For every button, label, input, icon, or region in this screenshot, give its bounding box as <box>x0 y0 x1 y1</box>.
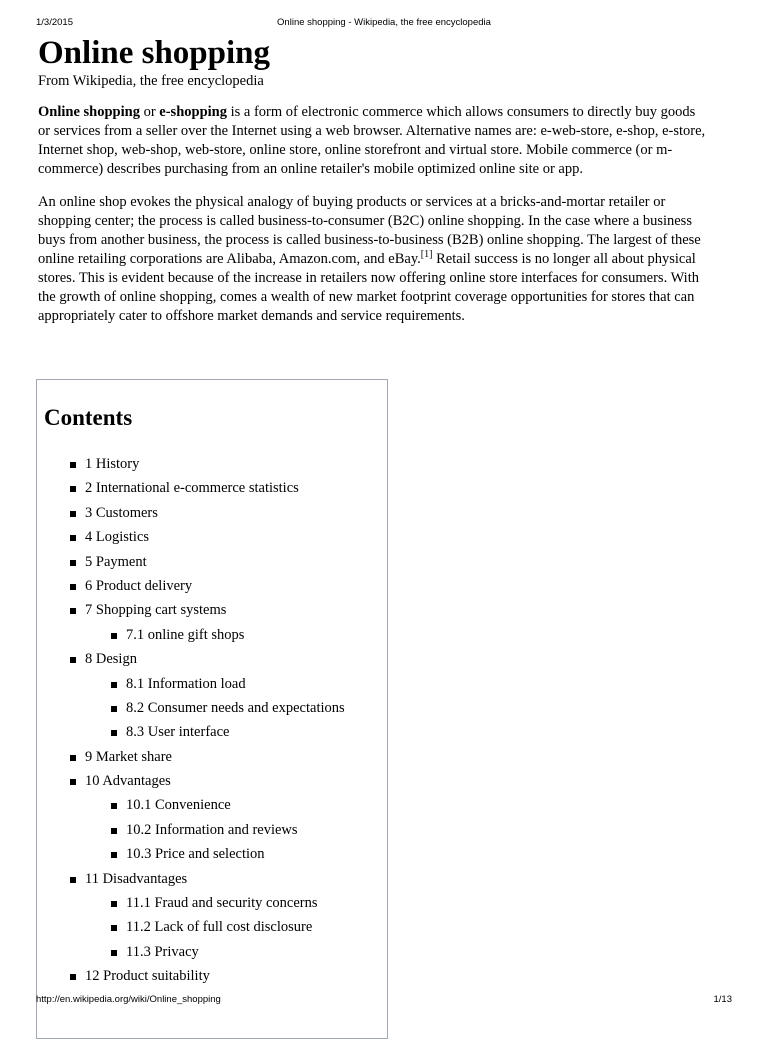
para2-text-before-ref: An online shop evokes the physical analogy of buying products or services at a bricks-and-mortar retailer or shopping center; the process is called business-to-consumer (B2C) online shopping. In the case where a business buys from another business, the process is called business-to-business (B2B) online shopping. The largest of these online retailing corporations are Alibaba, Amazon.com, and eBay. <box>38 194 701 267</box>
bullet-icon <box>70 608 76 614</box>
bullet-icon <box>111 730 117 736</box>
toc-link[interactable]: 2 International e-commerce statistics <box>85 480 299 497</box>
toc-link[interactable]: 8.2 Consumer needs and expectations <box>126 699 345 716</box>
toc-item <box>37 647 387 671</box>
intro-paragraph <box>38 103 710 179</box>
print-page-title: Online shopping - Wikipedia, the free encyclopedia <box>277 17 491 28</box>
toc-item <box>37 525 387 549</box>
bullet-icon <box>111 828 117 834</box>
toc-link[interactable]: 10.3 Price and selection <box>126 846 265 863</box>
intro-or: or <box>139 104 160 120</box>
citation-link-1[interactable]: [1] <box>420 249 433 261</box>
toc-link[interactable]: 11.2 Lack of full cost disclosure <box>126 919 313 936</box>
bullet-icon <box>111 803 117 809</box>
toc-link[interactable]: 7 Shopping cart systems <box>85 602 227 619</box>
bullet-icon <box>70 779 76 785</box>
print-url: http://en.wikipedia.org/wiki/Online_shopping <box>36 994 221 1005</box>
toc-item <box>37 476 387 500</box>
bullet-icon <box>111 706 117 712</box>
bullet-icon <box>111 852 117 858</box>
toc-item <box>37 867 387 891</box>
toc-link[interactable]: 5 Payment <box>85 553 147 570</box>
toc-link[interactable]: 10 Advantages <box>85 773 171 790</box>
toc-item <box>37 574 387 598</box>
print-date: 1/3/2015 <box>36 17 73 28</box>
toc-subitem <box>37 623 387 647</box>
toc-link[interactable]: 9 Market share <box>85 748 172 765</box>
print-footer <box>36 994 732 1008</box>
toc-link[interactable]: 8.1 Information load <box>126 675 246 692</box>
toc-link[interactable]: 8 Design <box>85 651 137 668</box>
toc-link[interactable]: 8.3 User interface <box>126 724 230 741</box>
bold-term-online-shopping: Online shopping <box>38 104 140 120</box>
bullet-icon <box>70 486 76 492</box>
toc-subitem <box>37 915 387 939</box>
toc-link[interactable]: 11.1 Fraud and security concerns <box>126 895 318 912</box>
site-tagline: From Wikipedia, the free encyclopedia <box>38 73 264 89</box>
bullet-icon <box>111 682 117 688</box>
toc-subitem <box>37 940 387 964</box>
toc-link[interactable]: 7.1 online gift shops <box>126 626 245 643</box>
toc-item <box>37 501 387 525</box>
table-of-contents <box>36 379 388 1039</box>
toc-item <box>37 550 387 574</box>
para2-text-after-ref: Retail success is no longer all about physical stores. This is evident because of the increase in retailers now offering online store interfaces for consumers. With the growth of online shopping, comes a wealth of new market footprint coverage opportunities for stores that can appropriately cater to offshore market demands and service requirements. <box>38 251 699 324</box>
bullet-icon <box>111 633 117 639</box>
toc-subitem <box>37 891 387 915</box>
toc-title: Contents <box>44 405 133 430</box>
toc-link[interactable]: 11.3 Privacy <box>126 943 199 960</box>
toc-item <box>37 452 387 476</box>
bullet-icon <box>70 560 76 566</box>
bullet-icon <box>111 901 117 907</box>
bullet-icon <box>70 535 76 541</box>
intro-text: is a form of electronic commerce which allows consumers to directly buy goods or services from a seller over the Internet using a web browser. Alternative names are: e-web-store, e-shop, e-store, Internet shop, web-shop, web-store, online store, online storefront and virtual store. Mobile commerce (or m-commerce) describes purchasing from an online retailer's mobile optimized online site or app. <box>38 104 706 177</box>
toc-link[interactable]: 6 Product delivery <box>85 577 193 594</box>
second-paragraph <box>38 193 710 326</box>
toc-link[interactable]: 12 Product suitability <box>85 968 210 985</box>
bullet-icon <box>70 657 76 663</box>
toc-item <box>37 745 387 769</box>
toc-link[interactable]: 11 Disadvantages <box>85 870 188 887</box>
toc-item <box>37 598 387 622</box>
bullet-icon <box>111 925 117 931</box>
bullet-icon <box>70 511 76 517</box>
article-content <box>38 35 710 326</box>
bullet-icon <box>111 950 117 956</box>
toc-link[interactable]: 4 Logistics <box>85 529 150 546</box>
toc-item <box>37 964 387 988</box>
bullet-icon <box>70 877 76 883</box>
bullet-icon <box>70 974 76 980</box>
page-title: Online shopping <box>38 35 271 71</box>
toc-link[interactable]: 10.2 Information and reviews <box>126 821 298 838</box>
bullet-icon <box>70 584 76 590</box>
toc-subitem <box>37 818 387 842</box>
toc-subitem <box>37 793 387 817</box>
bold-term-e-shopping: e-shopping <box>159 104 227 120</box>
toc-link[interactable]: 3 Customers <box>85 504 158 521</box>
toc-subitem <box>37 672 387 696</box>
toc-subitem <box>37 842 387 866</box>
toc-link[interactable]: 10.1 Convenience <box>126 797 231 814</box>
bullet-icon <box>70 462 76 468</box>
toc-item <box>37 769 387 793</box>
toc-link[interactable]: 1 History <box>85 456 140 472</box>
toc-subitem <box>37 696 387 720</box>
toc-list <box>37 452 387 989</box>
print-page-number: 1/13 <box>713 994 732 1005</box>
print-header <box>36 17 732 31</box>
bullet-icon <box>70 755 76 761</box>
toc-subitem <box>37 720 387 744</box>
